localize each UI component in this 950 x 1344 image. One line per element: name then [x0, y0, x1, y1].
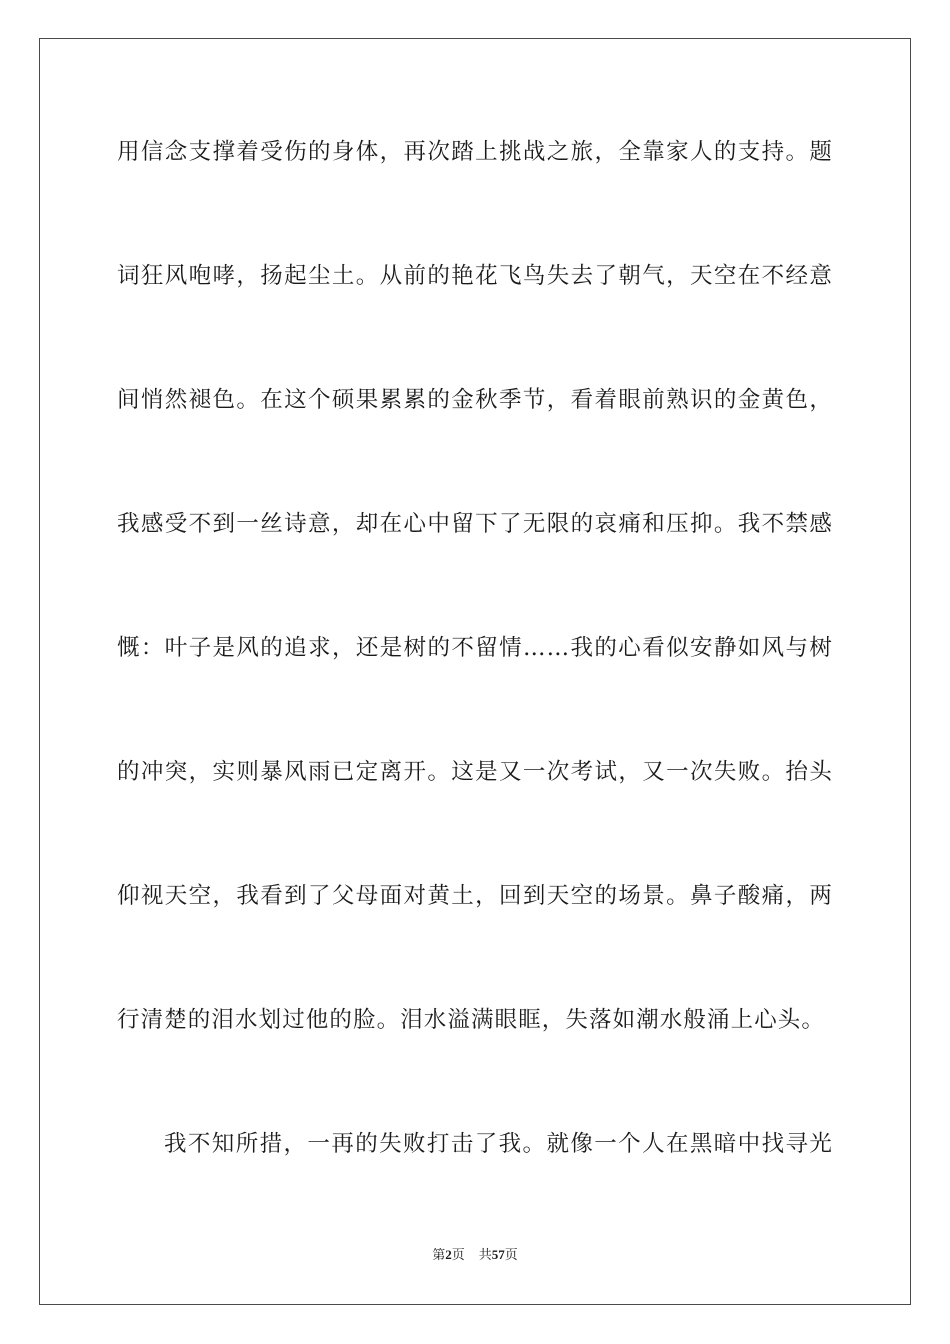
footer-page-prefix: 第 [432, 1248, 446, 1263]
footer-page-number: 2 [445, 1247, 452, 1262]
paragraph-line-9: 我不知所措，一再的失败打击了我。就像一个人在黑暗中找寻光 [164, 1131, 833, 1157]
page-border [39, 38, 911, 1305]
footer-total-suffix: 页 [504, 1248, 518, 1263]
paragraph-line-2: 词狂风咆哮，扬起尘土。从前的艳花飞鸟失去了朝气，天空在不经意 [117, 263, 833, 289]
paragraph-line-1: 用信念支撑着受伤的身体，再次踏上挑战之旅，全靠家人的支持。题 [117, 139, 833, 165]
paragraph-line-6: 的冲突，实则暴风雨已定离开。这是又一次考试，又一次失败。抬头 [117, 759, 833, 785]
paragraph-line-8: 行清楚的泪水划过他的脸。泪水溢满眼眶，失落如潮水般涌上心头。 [117, 1007, 826, 1033]
footer-page-suffix: 页 [451, 1248, 465, 1263]
paragraph-line-4: 我感受不到一丝诗意，却在心中留下了无限的哀痛和压抑。我不禁感 [117, 511, 833, 537]
paragraph-line-3: 间悄然褪色。在这个硕果累累的金秋季节，看着眼前熟识的金黄色， [117, 387, 833, 413]
paragraph-line-7: 仰视天空，我看到了父母面对黄土，回到天空的场景。鼻子酸痛，两 [117, 883, 833, 909]
footer-total-pages: 57 [491, 1247, 505, 1262]
page-footer [0, 1246, 950, 1265]
footer-total-prefix: 共 [478, 1248, 492, 1263]
paragraph-line-5: 慨：叶子是风的追求，还是树的不留情……我的心看似安静如风与树 [117, 635, 833, 661]
